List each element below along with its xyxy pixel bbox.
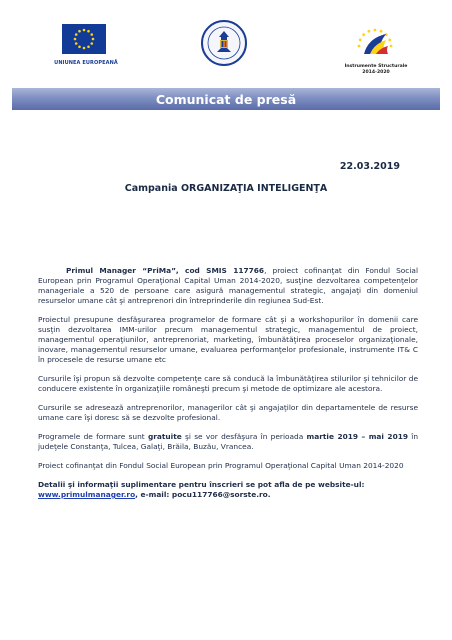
logo-bar [0,0,452,84]
eu-star-icon [78,45,81,48]
eu-star-icon [92,38,95,41]
document-date: 22.03.2019 [339,161,400,172]
eu-star-icon [87,45,90,48]
campaign-title: Campania ORGANIZAŢIA INTELIGENŢA [124,183,328,194]
eu-star-icon [75,42,78,45]
government-seal-icon [201,20,247,66]
structural-instruments-caption: Instrumente Structurale 2014-2020 [344,64,408,75]
eu-star-icon [83,47,86,50]
is-star-icon [362,33,365,36]
eu-flag-icon [62,24,106,54]
paragraph-goals: Cursurile îşi propun să dezvolte competenţe care să conducă la îmbunătăţirea stilurilor şi tehnicilor de conducere existente în organizaţiile româneşti precum şi metode de optimizare ale acestora. [38,374,418,393]
eu-star-icon [87,30,90,33]
eu-star-icon [83,29,86,32]
eu-star-icon [90,33,93,36]
paragraph-schedule: Programele de formare sunt gratuite şi se vor desfăşura în perioada martie 2019 – mai 2019 în judeţele Constanţa, Tulcea, Galaţi, Brăila, Buzău, Vrancea. [38,432,419,451]
is-star-icon [388,38,391,41]
paragraph-contact: Detalii şi informaţii suplimentare pentru înscrieri se pot afla de pe website-ul: www.primulmanager.ro, e-mail: pocu117766@sorste.ro. [38,480,365,499]
press-release-banner: Comunicat de presă [12,88,440,110]
paragraph-programs: Proiectul presupune desfăşurarea programelor de formare cât şi a workshopurilor în domenii care susţin dezvoltarea IMM-urilor precum managementul strategic, managementul de proiect, managementul operaţiunilor, antreprenoriat, marketing, îmbunătăţirea proceselor organizaţionale, inovare, managementul resurselor umane, evaluarea performanţelor profesionale, instrumente IT& C în procesele de resurse umane etc [38,315,418,364]
is-star-icon [359,38,362,41]
website-link[interactable]: www.primulmanager.ro [38,490,136,499]
paragraph-audience: Cursurile se adresează antreprenorilor, managerilor cât şi angajaţilor din departamentele de resurse umane care îşi doresc să se dezvolte profesional. [38,403,418,422]
is-star-icon [380,30,383,33]
paragraph-intro: Primul Manager “PriMa”, cod SMIS 117766, proiect cofinanţat din Fondul Social European prin Programul Operaţional Capital Uman 2014-2020, susţine dezvoltarea competenţelor manageriale a 520 de persoane care asigură managementul strategic, angajaţi din domeniul resurselor umane cât şi antreprenori din întreprinderile din regiunea Sud-Est. [38,266,419,305]
is-star-icon [374,29,377,32]
is-star-icon [358,45,361,48]
eu-caption: UNIUNEA EUROPEANĂ [54,60,118,66]
document-body [38,266,418,509]
is-star-icon [390,45,393,48]
eu-star-icon [75,33,78,36]
eu-star-icon [78,30,81,33]
eu-star-icon [90,42,93,45]
is-star-icon [367,30,370,33]
structural-instruments-logo-icon [352,20,398,64]
paragraph-funding: Proiect cofinanţat din Fondul Social European prin Programul Operaţional Capital Uman 2014-2020 [38,461,404,470]
eu-star-icon [74,38,77,41]
